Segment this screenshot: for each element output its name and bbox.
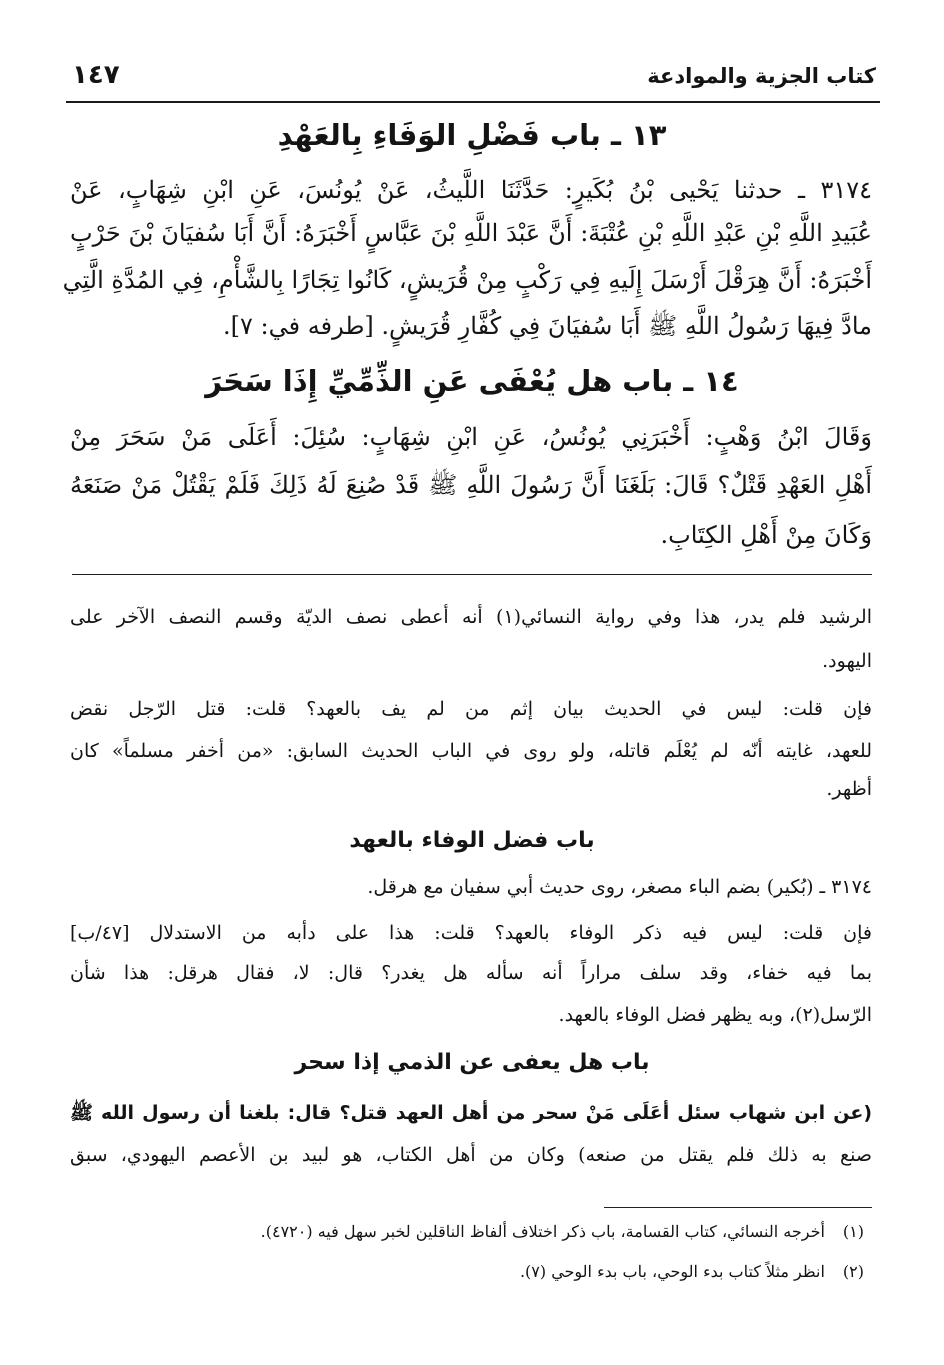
- book-title: كتاب الجزية والموادعة: [647, 64, 876, 88]
- commentary-para4-line-1: فإن قلت: ليس فيه ذكر الوفاء بالعهد؟ قلت: هذا على دأبه من الاستدلال [٤٧/ب]: [70, 922, 872, 944]
- footnote-number: (٢): [842, 1262, 864, 1281]
- chapter-14-text-line-1: وَقَالَ ابْنُ وَهْبٍ: أَخْبَرَنِي يُونُسُ، عَنِ ابْنِ شِهَابٍ: سُئِلَ: أَعَلَى مَنْ سَحَرَ مِنْ: [70, 423, 872, 451]
- commentary-para2-line-2: للعهد، غايته أنّه لم يُعْلَم قاتله، ولو روى في الباب الحديث السابق: «من أخفر مسلماً» كان: [70, 740, 872, 762]
- commentary-para5-line-2: صنع به ذلك فلم يقتل من صنعه) وكان من أهل الكتاب، هو لبيد بن الأعصم اليهودي، سبق: [70, 1144, 872, 1166]
- hadith-3174-line-2: عُبَيدِ اللَّهِ بْنِ عَبْدِ اللَّهِ بْنِ عُتْبَةَ: أَنَّ عَبْدَ اللَّهِ بْنَ عَبَّاسٍ أَخْبَرَهُ: أَنَّ أَبَا سُفيَانَ بْنَ حَرْبٍ: [70, 219, 872, 247]
- commentary-para2-line-1: فإن قلت: ليس في الحديث بيان إثم من لم يف بالعهد؟ قلت: قتل الرّجل نقض: [70, 698, 872, 720]
- chapter-14-text-line-2: أَهْلِ العَهْدِ قَتْلٌ؟ قَالَ: بَلَغَنَا أَنَّ رَسُولَ اللَّهِ ﷺ قَدْ صُنِعَ لَهُ ذَلِكَ فَلَمْ يَقْتُلْ مَنْ صَنَعَهُ: [70, 471, 872, 499]
- commentary-para4-line-2: بما فيه خفاء، وقد سلف مراراً أنه سأله هل يغدر؟ قال: لا، فقال هرقل: هذا شأن: [70, 962, 872, 984]
- commentary-para3: ٣١٧٤ ـ (بُكير) بضم الباء مصغر، روى حديث أبي سفيان مع هرقل.: [367, 876, 872, 898]
- running-header: [68, 58, 876, 98]
- header-rule: [66, 101, 880, 103]
- commentary-para4-line-3: الرّسل(٢)، وبه يظهر فضل الوفاء بالعهد.: [558, 1004, 872, 1026]
- footnote-text: أخرجه النسائي، كتاب القسامة، باب ذكر اختلاف ألفاظ الناقلين لخبر سهل فيه (٤٧٢٠).: [260, 1222, 825, 1241]
- hadith-3174-line-4: مادَّ فِيهَا رَسُولُ اللَّهِ ﷺ أَبَا سُفيَانَ فِي كُفَّارِ قُرَيشٍ. [طرفه في: ٧].: [223, 312, 872, 340]
- footnote-text: انظر مثلاً كتاب بدء الوحي، باب بدء الوحي (٧).: [519, 1262, 825, 1281]
- chapter-14-heading: ١٤ ـ باب هل يُعْفَى عَنِ الذِّمِّيِّ إِذَا سَحَرَ: [205, 364, 739, 398]
- chapter-13-heading: ١٣ ـ باب فَضْلِ الوَفَاءِ بِالعَهْدِ: [277, 118, 667, 152]
- footnote-1: [80, 1222, 864, 1241]
- footnote-2: [80, 1262, 864, 1281]
- commentary-heading-2: باب هل يعفى عن الذمي إذا سحر: [294, 1050, 650, 1075]
- chapter-14-text-line-3: وَكَانَ مِنْ أَهْلِ الكِتَابِ.: [660, 521, 872, 549]
- hadith-3174-line-3: أَخْبَرَهُ: أَنَّ هِرَقْلَ أَرْسَلَ إِلَيهِ فِي رَكْبٍ مِنْ قُرَيشٍ، كَانُوا تِجَارًا بِالشَّأْمِ، فِي المُدَّةِ الَّتِي: [62, 266, 872, 294]
- commentary-para5-line-1: (عن ابن شهاب سئل أعَلَى مَنْ سحر من أهل العهد قتل؟ قال: بلغنا أن رسول الله ﷺ: [70, 1102, 872, 1124]
- commentary-para1-line-1: الرشيد فلم يدر، هذا وفي رواية النسائي(١) أنه أعطى نصف الديّة وقسم النصف الآخر على: [70, 606, 872, 628]
- page-number: ١٤٧: [72, 60, 120, 90]
- hadith-3174-line-1: ٣١٧٤ ـ حدثنا يَحْيى بْنُ بُكَيرٍ: حَدَّثَنَا اللَّيثُ، عَنْ يُونُسَ، عَنِ ابْنِ شِهَابٍ، عَنْ: [70, 176, 872, 204]
- commentary-para1-line-2: اليهود.: [822, 650, 872, 672]
- footnote-number: (١): [842, 1222, 864, 1241]
- commentary-para2-line-3: أظهر.: [826, 778, 872, 800]
- text-commentary-separator: [72, 574, 872, 575]
- footnote-separator: [604, 1207, 872, 1208]
- commentary-heading-1: باب فضل الوفاء بالعهد: [349, 828, 595, 853]
